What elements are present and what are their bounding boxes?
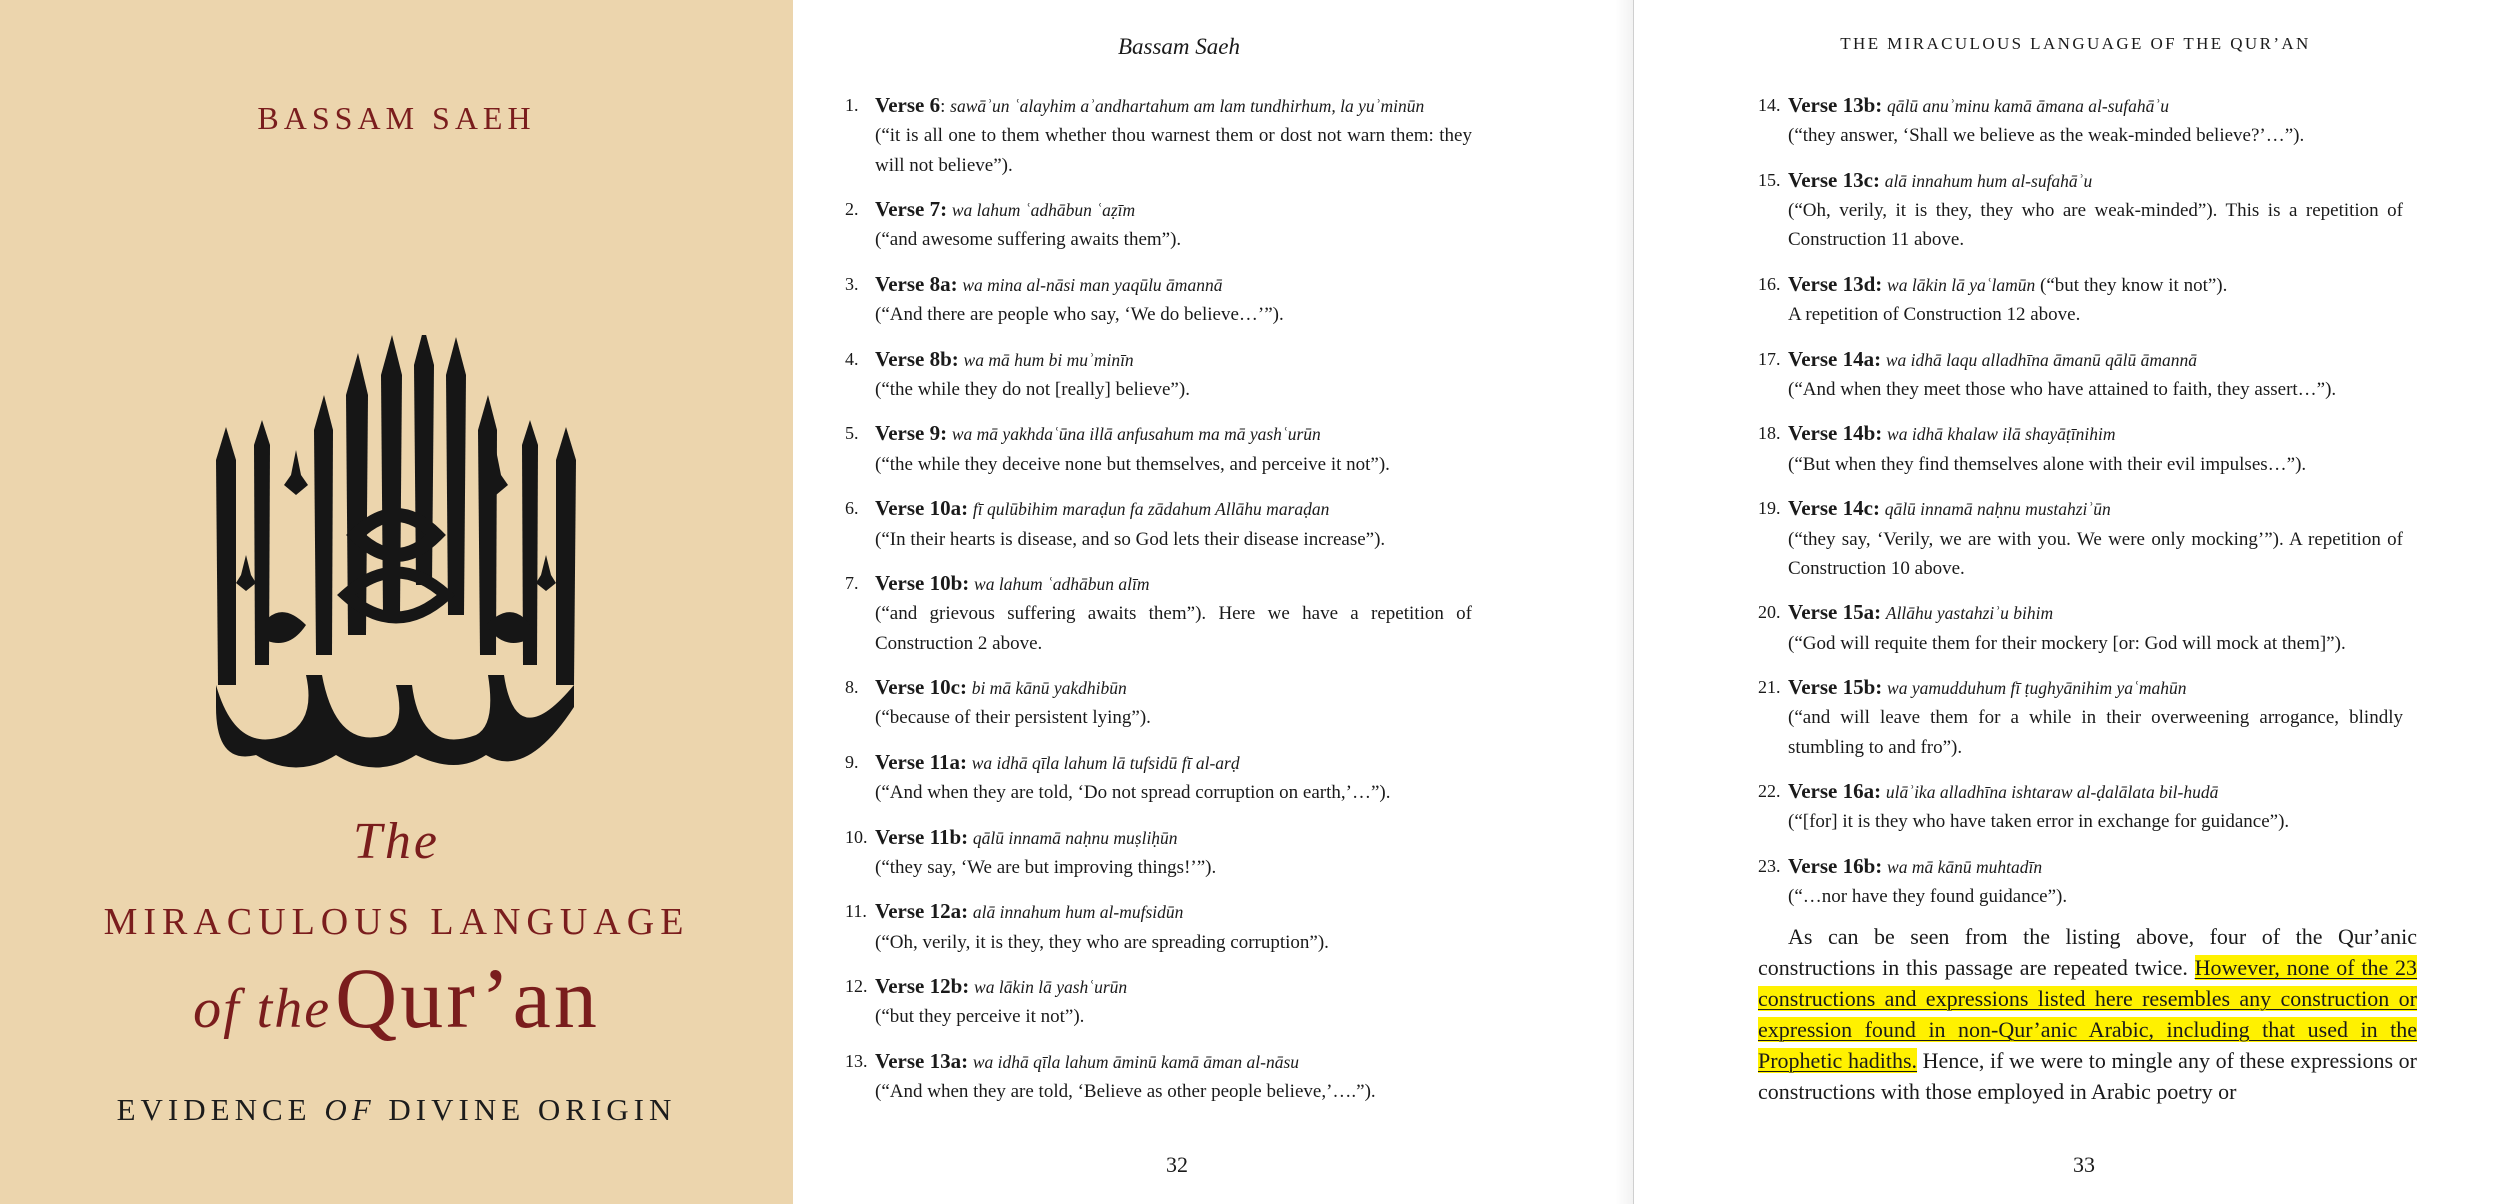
verse-item <box>845 1047 1472 1107</box>
verse-translation: (“and awesome suffering awaits them”). <box>875 229 1182 251</box>
verse-transliteration: wa idhā qīla lahum āminū kamā āman al-nāsu <box>972 1051 1300 1072</box>
verse-number: 6. <box>845 498 859 519</box>
paragraph-text-before: As can be seen from the listing above, four of the Qur’anic constructions in this passage are repeated twice. <box>1758 924 2417 980</box>
verse-number: 1. <box>845 95 859 115</box>
verse-item <box>1758 270 2403 330</box>
verse-number: 20. <box>1758 602 1781 623</box>
verse-transliteration: qālū innamā naḥnu muṣliḥūn <box>972 827 1178 848</box>
verse-translation: (“And when they are told, ‘Do not spread corruption on earth,’…”). <box>875 782 1391 804</box>
verse-transliteration: bi mā kānū yakdhibūn <box>971 678 1127 699</box>
verse-transliteration: wa mā yakhdaʿūna illā anfusahum ma mā yashʿurūn <box>951 424 1321 445</box>
verse-reference: Verse 12a: <box>875 899 969 924</box>
verse-translation: (“And when they are told, ‘Believe as other people believe,’….”). <box>875 1081 1376 1103</box>
verse-transliteration: wa lākin lā yashʿurūn <box>974 977 1128 998</box>
verse-number: 19. <box>1758 498 1781 519</box>
verse-transliteration: sawāʾun ʿalayhim aʾandhartahum am lam tundhirhum, la yuʾminūn <box>950 96 1425 116</box>
verse-translation: (“but they perceive it not”). <box>875 1006 1085 1028</box>
verse-transliteration: fī qulūbihim maraḍun fa zādahum Allāhu maraḍan <box>972 499 1330 520</box>
verse-number: 10. <box>845 826 868 847</box>
running-head-right: THE MIRACULOUS LANGUAGE OF THE QUR’AN <box>1840 34 2311 53</box>
verse-item <box>845 569 1472 658</box>
cover-title-of-the: of the <box>193 978 332 1040</box>
verse-reference: Verse 15a: <box>1788 600 1882 625</box>
cover-title-main: MIRACULOUS LANGUAGE <box>103 901 690 943</box>
cover-title-quran-line <box>0 948 793 1048</box>
running-head-left: Bassam Saeh <box>1117 34 1241 59</box>
verse-reference: Verse 12b: <box>875 974 970 999</box>
verse-number: 17. <box>1758 348 1781 369</box>
verse-translation: (“they answer, ‘Shall we believe as the weak-minded believe?’…”). <box>1788 125 2305 147</box>
verse-translation: (“In their hearts is disease, and so God lets their disease increase”). <box>875 528 1386 550</box>
verse-reference: Verse 10b: <box>875 570 970 595</box>
verse-reference: Verse 16b: <box>1788 853 1883 878</box>
verse-number: 12. <box>845 976 868 997</box>
verse-number: 2. <box>845 199 859 220</box>
cover-subtitle-pre: EVIDENCE <box>116 1092 325 1127</box>
verse-reference: Verse 6 <box>875 93 941 117</box>
verse-number: 4. <box>845 348 859 369</box>
verse-translation: (“Oh, verily, it is they, they who are spreading corruption”). <box>875 931 1329 953</box>
verse-reference: Verse 11a: <box>875 749 967 774</box>
verse-number: 22. <box>1758 781 1781 802</box>
page-32 <box>793 0 1633 1204</box>
cover-title-the: The <box>353 813 440 870</box>
verse-translation: (“the while they do not [really] believe”). <box>875 378 1190 400</box>
verse-transliteration: alā innahum hum al-mufsidūn <box>972 902 1184 923</box>
verse-translation: (“they say, ‘We are but improving things!’”). <box>875 856 1217 878</box>
verse-number: 3. <box>845 273 859 294</box>
verse-reference: Verse 13d: <box>1788 271 1883 296</box>
verse-transliteration: wa idhā khalaw ilā shayāṭīnihim <box>1887 424 2116 445</box>
verse-number: 15. <box>1758 169 1781 190</box>
verse-item <box>1758 673 2403 762</box>
verse-number: 16. <box>1758 273 1781 294</box>
verse-item <box>845 673 1472 733</box>
verse-number: 21. <box>1758 677 1781 698</box>
verse-reference: Verse 11b: <box>875 824 969 849</box>
paragraph-text-after: Hence, if we were to mingle any of these expressions or constructions with those employed in Arabic poetry or <box>1758 1048 2417 1104</box>
verse-transliteration: wa idhā qīla lahum lā tufsidū fī al-arḍ <box>971 752 1240 773</box>
page-33 <box>1634 0 2517 1204</box>
verse-transliteration: wa mā kānū muhtadīn <box>1887 856 2043 877</box>
verse-item <box>845 270 1472 330</box>
verse-inline-translation: (“but they know it not”). <box>2035 274 2228 296</box>
verse-item <box>845 345 1472 405</box>
verse-translation: (“and will leave them for a while in their overweening arrogance, blindly stumbling to and fro”). <box>1788 707 2403 758</box>
verse-translation: (“because of their persistent lying”). <box>875 707 1151 729</box>
verse-translation: (“and grievous suffering awaits them”). Here we have a repetition of Construction 2 above. <box>875 603 1472 654</box>
verse-item <box>845 972 1472 1032</box>
verse-item <box>1758 91 2403 151</box>
verse-translation: (“And when they meet those who have attained to faith, they assert…”). <box>1788 378 2337 400</box>
verse-transliteration: wa lākin lā yaʿlamūn <box>1887 274 2036 295</box>
page-number-left: 32 <box>1166 1152 1188 1177</box>
verse-transliteration: wa mā hum bi muʾminīn <box>963 349 1134 370</box>
verse-item <box>1758 166 2403 255</box>
verse-reference: Verse 10c: <box>875 675 967 700</box>
verse-transliteration: wa yamudduhum fī ṭughyānihim yaʿmahūn <box>1887 678 2187 699</box>
verse-reference: Verse 9: <box>875 421 948 446</box>
verse-reference: Verse 14c: <box>1788 496 1880 521</box>
verse-translation: (“But when they find themselves alone with their evil impulses…”). <box>1788 453 2307 475</box>
arabic-calligraphy-icon <box>196 335 596 780</box>
verse-reference: Verse 14b: <box>1788 421 1883 446</box>
verse-number: 14. <box>1758 95 1781 115</box>
verse-transliteration: qālū anuʾminu kamā āmana al-sufahāʾu <box>1887 96 2169 116</box>
book-cover <box>0 0 793 1204</box>
verse-item <box>1758 777 2403 837</box>
verse-translation: (“the while they deceive none but themselves, and perceive it not”). <box>875 453 1390 475</box>
verse-reference: Verse 13b: <box>1788 93 1883 117</box>
verse-reference: Verse 13c: <box>1788 167 1880 192</box>
verse-translation: (“Oh, verily, it is they, they who are weak-minded”). This is a repetition of Construction 11 above. <box>1788 200 2403 251</box>
verse-item <box>845 823 1472 883</box>
verse-number: 13. <box>845 1050 868 1071</box>
verse-number: 9. <box>845 751 859 772</box>
body-paragraph[interactable] <box>1758 921 2417 1107</box>
verse-reference: Verse 15b: <box>1788 675 1883 700</box>
verse-transliteration: qālū innamā naḥnu mustahziʾūn <box>1884 499 2111 520</box>
cover-subtitle-of: OF <box>324 1092 376 1127</box>
verse-translation: (“it is all one to them whether thou warnest them or dost not warn them: they will not believe”). <box>875 125 1472 176</box>
verse-reference: Verse 8a: <box>875 271 958 296</box>
verse-list-right <box>1758 91 2403 927</box>
verse-translation: (“And there are people who say, ‘We do believe…’”). <box>875 304 1284 326</box>
verse-item <box>845 897 1472 957</box>
highlighted-passage[interactable]: However, none of the 23 constructions and expressions listed here resembles any construction or expression found in non-Qur’anic Arabic, including that used in the Prophetic hadiths. <box>1758 955 2418 1073</box>
verse-number: 7. <box>845 572 859 593</box>
verse-translation: (“[for] it is they who have taken error in exchange for guidance”). <box>1788 811 2290 833</box>
verse-transliteration: wa lahum ʿadhābun ʿaẓīm <box>951 200 1136 221</box>
verse-transliteration: Allāhu yastahziʾu bihim <box>1885 603 2054 624</box>
verse-item <box>845 91 1472 180</box>
verse-reference: Verse 8b: <box>875 346 959 371</box>
verse-reference: Verse 14a: <box>1788 346 1882 371</box>
verse-reference: Verse 10a: <box>875 496 969 521</box>
verse-item <box>1758 419 2403 479</box>
verse-translation: (“…nor have they found guidance”). <box>1788 886 2068 908</box>
verse-translation: (“they say, ‘Verily, we are with you. We were only mocking’”). A repetition of Construction 10 above. <box>1788 528 2403 579</box>
page-number-right: 33 <box>2073 1152 2095 1177</box>
verse-translation: (“God will requite them for their mockery [or: God will mock at them]”). <box>1788 632 2346 654</box>
verse-item <box>1758 598 2403 658</box>
cover-subtitle <box>0 1092 793 1128</box>
verse-item <box>845 494 1472 554</box>
verse-number: 23. <box>1758 855 1781 876</box>
verse-item <box>1758 494 2403 583</box>
cover-author: BASSAM SAEH <box>257 100 536 136</box>
verse-list-left <box>845 91 1472 1122</box>
verse-transliteration: ulāʾika alladhīna ishtaraw al-ḍalālata bil-hudā <box>1885 782 2219 803</box>
verse-item <box>1758 852 2403 912</box>
verse-item <box>845 419 1472 479</box>
verse-reference: Verse 16a: <box>1788 779 1882 804</box>
verse-number: 11. <box>845 901 867 922</box>
verse-transliteration: alā innahum hum al-sufahāʾu <box>1884 170 2093 191</box>
verse-transliteration: wa idhā laqu alladhīna āmanū qālū āmannā <box>1885 349 2197 370</box>
verse-reference: Verse 13a: <box>875 1048 969 1073</box>
verse-transliteration: wa mina al-nāsi man yaqūlu āmannā <box>962 274 1223 295</box>
verse-item <box>845 748 1472 808</box>
verse-number: 8. <box>845 677 859 698</box>
verse-item <box>845 195 1472 255</box>
verse-translation: A repetition of Construction 12 above. <box>1788 304 2081 326</box>
verse-reference: Verse 7: <box>875 197 948 222</box>
verse-transliteration: wa lahum ʿadhābun alīm <box>974 573 1150 594</box>
verse-number: 18. <box>1758 423 1781 444</box>
verse-separator: : <box>940 96 951 117</box>
cover-subtitle-post: DIVINE ORIGIN <box>375 1092 677 1127</box>
cover-title-quran: Qur’an <box>335 950 600 1046</box>
verse-item <box>1758 345 2403 405</box>
verse-number: 5. <box>845 423 859 444</box>
